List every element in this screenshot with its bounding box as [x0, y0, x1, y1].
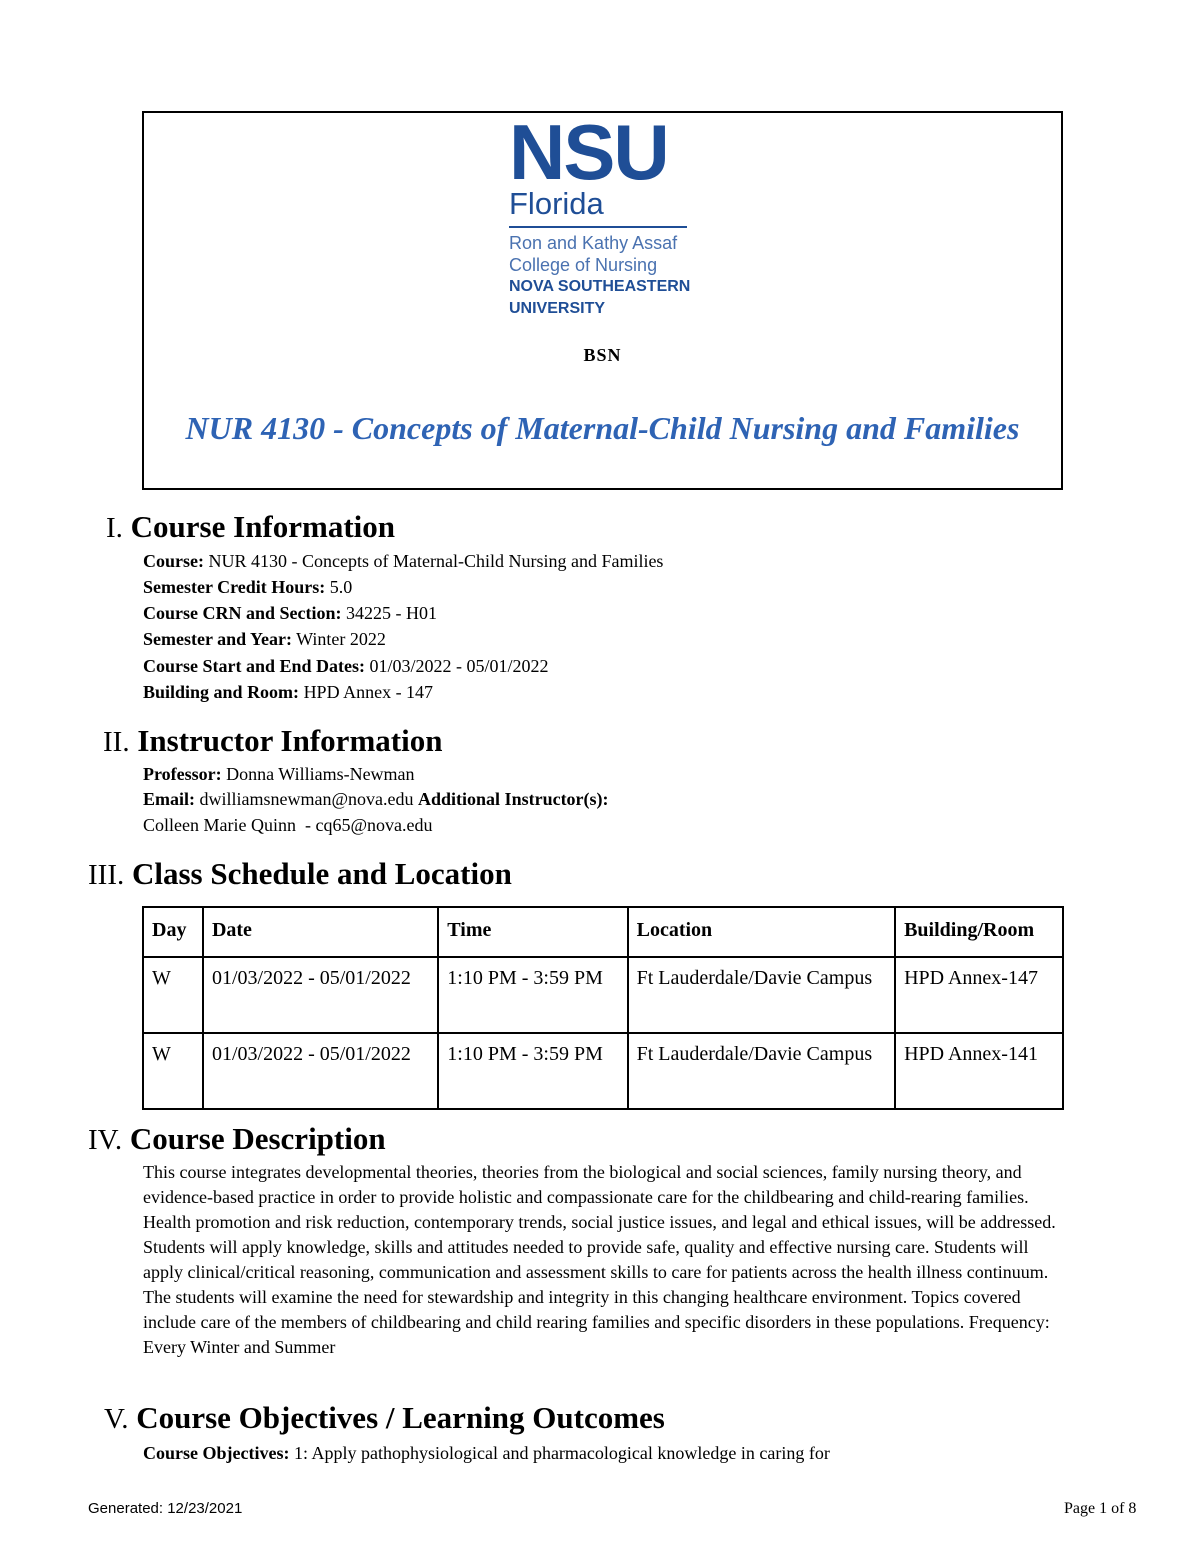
nsu-logo: [509, 108, 709, 320]
email-link[interactable]: dwilliamsnewman@nova.edu: [199, 789, 414, 809]
additional-instructor-field: [143, 812, 433, 838]
dates-field: [143, 653, 549, 679]
field-label: Course Start and End Dates:: [143, 656, 366, 676]
professor-field: [143, 761, 415, 787]
section-title: Course Information: [130, 509, 396, 544]
field-value: Winter 2022: [296, 629, 386, 649]
table-header-row: [143, 907, 1063, 957]
room-field: [143, 679, 433, 705]
schedule-table: [142, 906, 1064, 1110]
credit-hours-field: [143, 574, 352, 600]
table-cell: Ft Lauderdale/Davie Campus: [628, 1033, 895, 1109]
field-label: Course CRN and Section:: [143, 603, 342, 623]
column-header: Building/Room: [895, 907, 1063, 957]
course-description-text: This course integrates developmental theories, theories from the biological and social sciences, family nursing theory, and evidence-based practice in order to provide holistic and compassionate care for the childbearing and child-rearing families. Health promotion and risk reduction, contemporary trends, social justice issues, and legal and ethical issues, will be addressed. Students will apply knowledge, skills and attitudes needed to provide safe, quality and effective nursing care. Students will apply clinical/critical reasoning, communication and assessment skills to care for patients across the health illness continuum. The students will examine the need for stewardship and integrity in this changing healthcare environment. Topics covered include care of the members of childbearing and child rearing families and specific disorders in these populations. Frequency: Every Winter and Summer: [143, 1162, 1056, 1357]
logo-nsu: NSU: [509, 108, 668, 196]
table-cell: W: [143, 957, 203, 1033]
section-instructor-information: [103, 724, 442, 759]
field-value: 5.0: [329, 577, 353, 597]
section-class-schedule: [88, 857, 512, 892]
email-field: [143, 786, 609, 812]
column-header: Day: [143, 907, 203, 957]
section-title: Course Description: [129, 1121, 386, 1156]
course-field: [143, 548, 663, 574]
column-header: Location: [628, 907, 895, 957]
section-number: V.: [104, 1403, 129, 1435]
field-label: Email:: [143, 789, 195, 809]
section-title: Instructor Information: [137, 723, 443, 758]
table-row: [143, 1033, 1063, 1109]
field-value: Colleen Marie Quinn - cq65@nova.edu: [143, 815, 433, 835]
field-label: Semester and Year:: [143, 629, 292, 649]
logo-divider: [509, 226, 687, 228]
page-number: Page 1 of 8: [1064, 1500, 1137, 1517]
field-value: NUR 4130 - Concepts of Maternal-Child Nursing and Families: [208, 551, 664, 571]
table-cell: W: [143, 1033, 203, 1109]
field-label: Course Objectives:: [143, 1443, 290, 1463]
field-value: 34225 - H01: [346, 603, 438, 623]
section-number: III.: [88, 859, 125, 891]
table-cell: 01/03/2022 - 05/01/2022: [203, 957, 438, 1033]
field-value: HPD Annex - 147: [303, 682, 434, 702]
field-label: Course:: [143, 551, 204, 571]
logo-line-1: Ron and Kathy Assaf: [509, 233, 678, 253]
section-course-objectives: [104, 1401, 665, 1436]
logo-line-3: NOVA SOUTHEASTERN: [509, 278, 691, 295]
table-cell: HPD Annex-147: [895, 957, 1063, 1033]
table-cell: HPD Annex-141: [895, 1033, 1063, 1109]
field-value: 1: Apply pathophysiological and pharmacological knowledge in caring for: [293, 1443, 830, 1463]
table-row: [143, 957, 1063, 1033]
crn-field: [143, 600, 437, 626]
header-box: [142, 108, 1063, 490]
logo-florida: Florida: [509, 186, 604, 221]
section-course-description: [88, 1122, 386, 1157]
column-header: Time: [438, 907, 627, 957]
field-label: Semester Credit Hours:: [143, 577, 326, 597]
field-value: Donna Williams-Newman: [226, 764, 415, 784]
field-value: 01/03/2022 - 05/01/2022: [369, 656, 549, 676]
column-header: Date: [203, 907, 438, 957]
generated-date: Generated: 12/23/2021: [88, 1500, 243, 1517]
section-number: II.: [103, 726, 130, 758]
program-label: BSN: [583, 345, 622, 365]
additional-instructors-label: Additional Instructor(s):: [418, 789, 609, 809]
logo-line-4: UNIVERSITY: [509, 300, 606, 317]
section-title: Class Schedule and Location: [131, 856, 512, 891]
section-number: IV.: [88, 1124, 123, 1156]
section-title: Course Objectives / Learning Outcomes: [136, 1400, 665, 1435]
table-cell: Ft Lauderdale/Davie Campus: [628, 957, 895, 1033]
section-course-information: [106, 510, 395, 545]
field-label: Professor:: [143, 764, 222, 784]
logo-line-2: College of Nursing: [509, 255, 658, 275]
field-label: Building and Room:: [143, 682, 300, 702]
course-title: NUR 4130 - Concepts of Maternal-Child Nursing and Families: [185, 410, 1020, 446]
table-cell: 01/03/2022 - 05/01/2022: [203, 1033, 438, 1109]
table-cell: 1:10 PM - 3:59 PM: [438, 1033, 627, 1109]
section-number: I.: [106, 512, 123, 544]
course-objectives-field: [143, 1440, 830, 1466]
table-cell: 1:10 PM - 3:59 PM: [438, 957, 627, 1033]
semester-field: [143, 626, 386, 652]
